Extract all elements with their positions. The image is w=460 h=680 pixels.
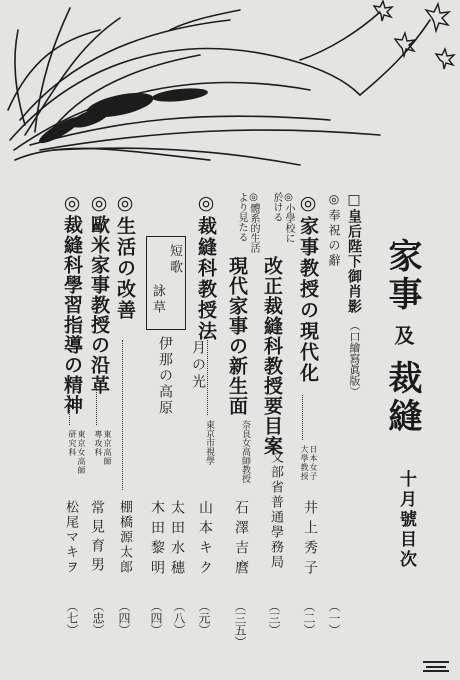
magazine-title-part-1: 家事 <box>382 238 422 314</box>
toc-entry-page: （三） <box>267 600 281 636</box>
toc-entry-affiliation: 奈良女高師教授 <box>240 420 250 483</box>
toc-entry-title: 改正裁縫科教授要目案 <box>261 256 283 456</box>
magazine-title-part-2: 裁縫 <box>382 360 422 436</box>
toc-entry-page: （八） <box>172 600 186 636</box>
toc-entry-title: ◎生活の改善 <box>114 192 136 321</box>
dotted-leader <box>122 340 123 490</box>
dotted-leader <box>96 385 97 425</box>
toc-entry-page: （三五） <box>233 600 247 648</box>
toc-entry-page: （四） <box>149 600 163 636</box>
toc-entry-page: （四） <box>117 600 131 636</box>
toc-entry-author: 常見育男 <box>89 500 105 576</box>
issue-label: 十月號目次 <box>396 470 416 570</box>
group-label-eisou: 詠草 <box>150 284 165 316</box>
toc-entry-author: 木田黎明 <box>149 500 165 580</box>
toc-entry-subtitle: （口繪寫眞版） <box>348 320 361 397</box>
toc-entry-affiliation: 研究科 <box>68 430 77 457</box>
toc-entry-page: （二） <box>302 600 316 636</box>
toc-entry-author: 太田水穗 <box>169 500 185 580</box>
toc-entry-prefix: ◎小學校に <box>283 192 294 243</box>
toc-entry-author: 井上秀子 <box>302 500 318 580</box>
toc-entry-prefix: より見たる <box>236 192 247 242</box>
toc-entry-affiliation: 文部省普通學務局 <box>268 450 283 570</box>
plant-illustration <box>0 0 460 180</box>
printer-mark-icon <box>422 658 450 672</box>
dotted-leader <box>207 340 208 415</box>
toc-entry-page: （忠） <box>91 600 105 636</box>
toc-entry-author: 山本キク <box>197 500 213 580</box>
dotted-leader <box>302 395 303 440</box>
toc-entry-affiliation: 東京女高師 <box>77 430 86 475</box>
toc-entry-author: 松尾マキヲ <box>63 500 78 575</box>
toc-entry-page: （七） <box>65 600 79 636</box>
toc-entry-title: □皇后陛下御肖影 <box>346 192 362 314</box>
toc-entry-affiliation: 東京市視學 <box>204 420 214 465</box>
toc-entry-title: ◎裁縫科教授法 <box>195 192 217 342</box>
toc-entry-title: ◎奉祝の辭 <box>327 192 341 269</box>
toc-entry-title: ◎家事教授の現代化 <box>297 192 319 384</box>
dotted-leader <box>69 395 70 425</box>
toc-entry-prefix: ◎體系的生活 <box>248 192 259 253</box>
toc-entry-author: 棚橋源太郎 <box>117 500 132 575</box>
toc-entry-affiliation: 東京高師 <box>103 430 112 466</box>
magazine-title-and: 及 <box>391 325 415 345</box>
toc-entry-page: （元） <box>197 600 211 636</box>
toc-entry-author: 石澤吉麿 <box>233 500 249 580</box>
group-label-tanka: 短歌 <box>167 244 182 276</box>
toc-entry-title: 伊那の高原 <box>157 336 173 416</box>
toc-entry-affiliation: 日本女子 <box>309 445 318 481</box>
toc-entry-page: （一） <box>327 600 341 636</box>
toc-entry-title: 現代家事の新生面 <box>226 256 248 416</box>
toc-entry-affiliation: 大學教授 <box>300 445 309 481</box>
toc-entry-affiliation: 專攻科 <box>94 430 103 457</box>
toc-entry-title: 月の光 <box>190 340 206 391</box>
toc-entry-title: ◎裁縫科學習指導の精神 <box>61 192 83 415</box>
toc-entry-title: ◎歐米家事教授の沿革 <box>88 192 110 395</box>
toc-entry-prefix: 於ける <box>271 192 282 222</box>
